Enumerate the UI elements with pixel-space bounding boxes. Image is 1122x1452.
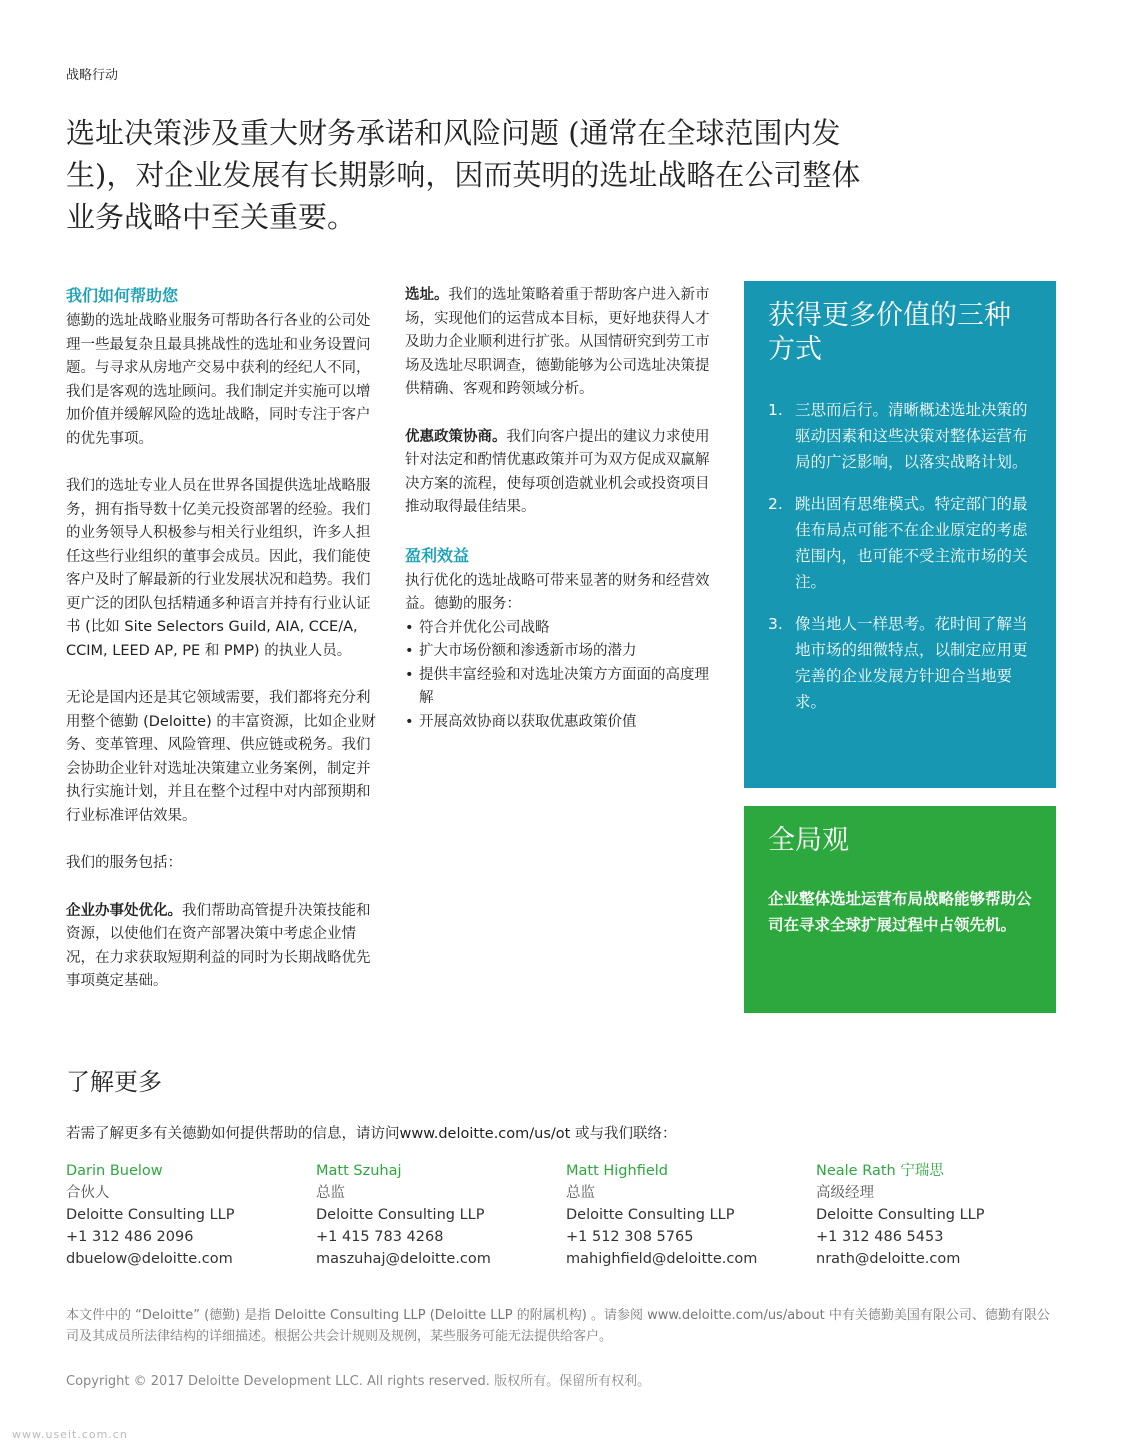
contact-card xyxy=(816,1160,1066,1270)
contact-title: 总监 xyxy=(316,1185,345,1201)
contact-name: Neale Rath 宁瑞思 xyxy=(816,1163,944,1179)
contact-title: 高级经理 xyxy=(816,1185,874,1201)
paragraph-text: 我们向客户提出的建议力求使用针对法定和酌情优惠政策并可为双方促成双赢解决方案的流程，使每项创造就业机会或投资项目推动取得最佳结果。 xyxy=(405,428,710,515)
contact-company: Deloitte Consulting LLP xyxy=(566,1207,735,1223)
item-text: 跳出固有思维模式。特定部门的最佳布局点可能不在企业原定的考虑范围内，也可能不受主流市场的关注。 xyxy=(795,495,1028,591)
paragraph-text: 我们帮助高管提升决策技能和资源，以使他们在资产部署决策中考虑企业情况，在力求获取短期利益的同时为长期战略优先事项奠定基础。 xyxy=(66,902,371,989)
how-we-help-heading: 我们如何帮助您 xyxy=(66,286,179,305)
list-item: • 开展高效协商以获取优惠政策价值 xyxy=(405,711,717,735)
legal-footnote: 本文件中的 “Deloitte” (德勤) 是指 Deloitte Consulting LLP (Deloitte LLP 的附属机构) 。请参阅 www.deloitte.com/us/about 中有关德勤美国有限公司、德勤有限公司及其成员所法律结构的详细描述。根据公共会计规则及规例，某些服务可能无法提供给客户。 xyxy=(66,1308,1050,1344)
copyright: Copyright © 2017 Deloitte Development LLC. All rights reserved. 版权所有。保留所有权利。 xyxy=(66,1374,651,1389)
list-item xyxy=(768,397,1032,475)
contact-card xyxy=(566,1160,816,1270)
profit-heading: 盈利效益 xyxy=(405,545,470,565)
contact-email[interactable]: nrath@deloitte.com xyxy=(816,1251,961,1267)
benefits-list xyxy=(405,617,717,735)
big-picture-title: 全局观 xyxy=(768,825,849,856)
contacts-row xyxy=(66,1160,1066,1270)
item-text: 三思而后行。清晰概述选址决策的驱动因素和这些决策对整体运营布局的广泛影响，以落实战略计划。 xyxy=(795,401,1028,471)
contact-company: Deloitte Consulting LLP xyxy=(66,1207,235,1223)
paragraph xyxy=(405,426,717,520)
watermark: www.useit.com.cn xyxy=(12,1428,128,1441)
contact-title: 总监 xyxy=(566,1185,595,1201)
section-label: 战略行动 xyxy=(66,68,119,83)
paragraph: 执行优化的选址战略可带来显著的财务和经营效益。德勤的服务： xyxy=(405,572,710,612)
contact-email[interactable]: maszuhaj@deloitte.com xyxy=(316,1251,491,1267)
item-number: 1. xyxy=(768,401,783,419)
contact-company: Deloitte Consulting LLP xyxy=(316,1207,485,1223)
paragraph xyxy=(405,284,717,402)
paragraph xyxy=(66,900,378,994)
paragraph: 无论是国内还是其它领域需要，我们都将充分利用整个德勤 (Deloitte) 的丰富资源，比如企业财务、变革管理、风险管理、供应链或税务。我们会协助企业针对选址决策建立业务案例，制定并执行实施计划，并且在整个过程中对内部预期和行业标准评估效果。 xyxy=(66,690,376,824)
bold-lead: 企业办事处优化。 xyxy=(66,902,182,919)
contact-name: Darin Buelow xyxy=(66,1163,163,1179)
contact-card xyxy=(66,1160,316,1270)
paragraph-text: 我们的选址策略着重于帮助客户进入新市场，实现他们的运营成本目标，更好地获得人才及助力企业顺利进行扩张。从国情研究到劳工市场及选址尽职调查，德勤能够为公司选址决策提供精确、客观和跨领域分析。 xyxy=(405,287,710,397)
list-item: • 扩大市场份额和渗透新市场的潜力 xyxy=(405,640,717,664)
learn-more-description: 若需了解更多有关德勤如何提供帮助的信息，请访问www.deloitte.com/us/ot 或与我们联络： xyxy=(66,1126,677,1142)
contact-phone: +1 312 486 5453 xyxy=(816,1229,944,1245)
learn-more-title: 了解更多 xyxy=(66,1068,162,1096)
item-number: 3. xyxy=(768,615,783,633)
contact-card xyxy=(316,1160,566,1270)
big-picture-text: 企业整体选址运营布局战略能够帮助公司在寻求全球扩展过程中占领先机。 xyxy=(768,890,1032,934)
contact-company: Deloitte Consulting LLP xyxy=(816,1207,985,1223)
contact-phone: +1 415 783 4268 xyxy=(316,1229,444,1245)
three-ways-box xyxy=(744,281,1056,788)
column-left xyxy=(66,284,378,1018)
bold-lead: 选址。 xyxy=(405,287,449,303)
item-text: 像当地人一样思考。花时间了解当地市场的细微特点，以制定应用更完善的企业发展方针迎合当地要求。 xyxy=(795,615,1028,711)
three-ways-title: 获得更多价值的三种方式 xyxy=(768,300,1011,365)
contact-name: Matt Szuhaj xyxy=(316,1163,402,1179)
bold-lead: 优惠政策协商。 xyxy=(405,428,507,445)
three-ways-list xyxy=(768,397,1032,715)
contact-name: Matt Highfield xyxy=(566,1163,668,1179)
contact-phone: +1 512 308 5765 xyxy=(566,1229,694,1245)
list-item: • 提供丰富经验和对选址决策方方面面的高度理解 xyxy=(405,664,717,711)
page-headline: 选址决策涉及重大财务承诺和风险问题 (通常在全球范围内发生)，对企业发展有长期影响，因而英明的选址战略在公司整体业务战略中至关重要。 xyxy=(66,116,861,234)
paragraph: 我们的服务包括： xyxy=(66,855,182,871)
item-number: 2. xyxy=(768,495,783,513)
contact-title: 合伙人 xyxy=(66,1185,110,1201)
contact-email[interactable]: mahighfield@deloitte.com xyxy=(566,1251,758,1267)
paragraph: 德勤的选址战略业服务可帮助各行各业的公司处理一些最复杂且最具挑战性的选址和业务设置问题。与寻求从房地产交易中获利的经纪人不同，我们是客观的选址顾问。我们制定并实施可以增加价值并缓解风险的选址战略，同时专注于客户的优先事项。 xyxy=(66,313,371,447)
list-item xyxy=(768,491,1032,595)
big-picture-box xyxy=(744,806,1056,1013)
list-item: • 符合并优化公司战略 xyxy=(405,617,717,641)
contact-phone: +1 312 486 2096 xyxy=(66,1229,194,1245)
list-item xyxy=(768,611,1032,715)
column-middle xyxy=(405,284,717,734)
contact-email[interactable]: dbuelow@deloitte.com xyxy=(66,1251,233,1267)
paragraph: 我们的选址专业人员在世界各国提供选址战略服务，拥有指导数十亿美元投资部署的经验。我们的业务领导人积极参与相关行业组织，许多人担任这些行业组织的董事会成员。因此，我们能使客户及时了解最新的行业发展状况和趋势。我们更广泛的团队包括精通多种语言并持有行业认证书 (比如 Site Selectors Guild, AIA, CCE/A, CCIM, LEED AP, PE 和 PMP) 的执业人员。 xyxy=(66,478,371,659)
